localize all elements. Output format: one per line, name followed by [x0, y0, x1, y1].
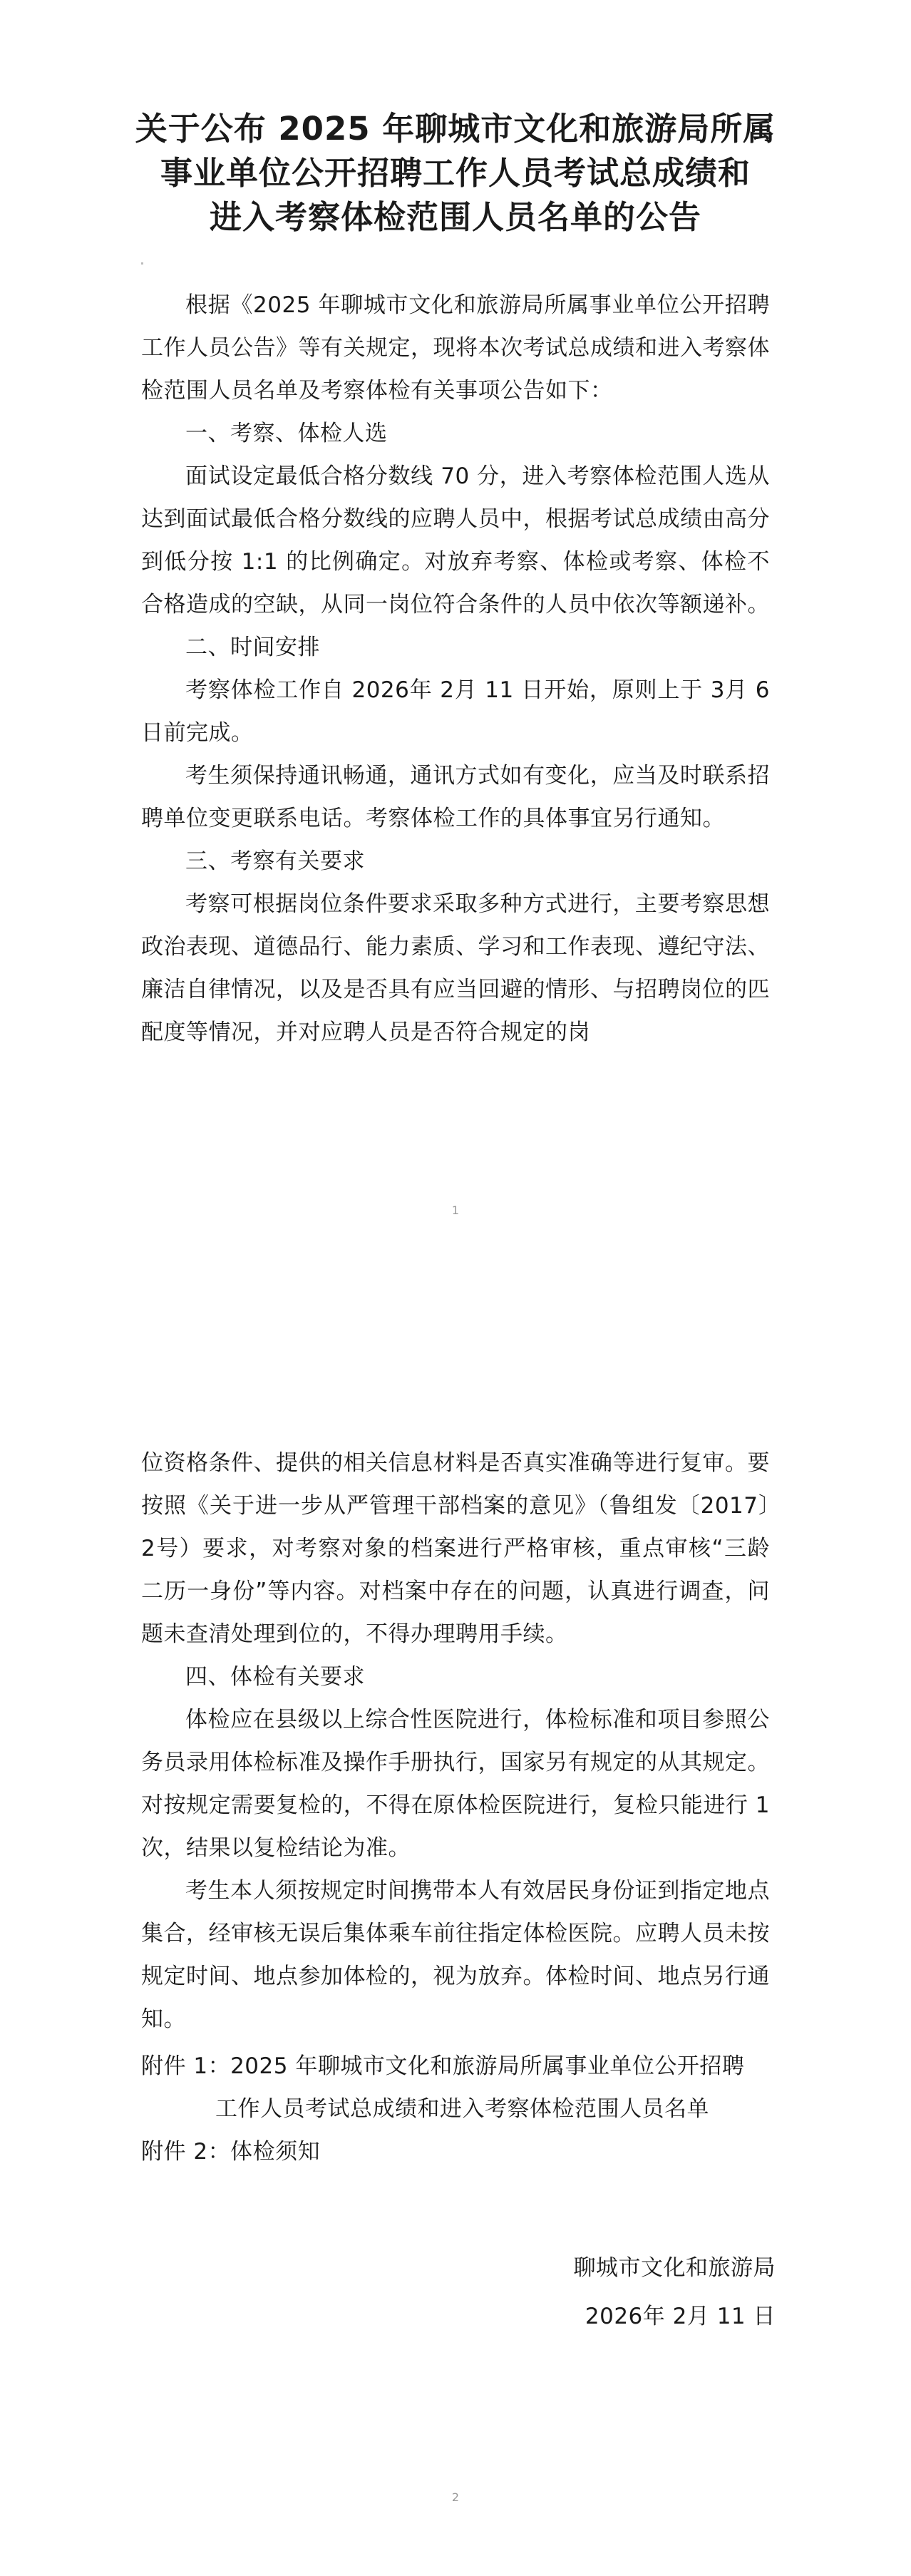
attachment-1: 附件 1：2025 年聊城市文化和旅游局所属事业单位公开招聘 — [141, 2053, 745, 2079]
body-paragraph: 考生须保持通讯畅通，通讯方式如有变化，应当及时联系招聘单位变更联系电话。考察体检工作的具体事宜另行通知。 — [141, 763, 770, 831]
issuing-organization: 聊城市文化和旅游局 — [573, 2255, 776, 2281]
body-paragraph: 考察可根据岗位条件要求采取多种方式进行，主要考察思想政治表现、道德品行、能力素质、学习和工作表现、遵纪守法、廉洁自律情况，以及是否具有应当回避的情形、与招聘岗位的匹配度等情况，并对应聘人员是否符合规定的岗 — [141, 891, 770, 1045]
continuation-paragraph: 位资格条件、提供的相关信息材料是否真实准确等进行复审。要按照《关于进一步从严管理干部档案的意见》（鲁组发〔2017〕2号）要求，对考察对象的档案进行严格审核，重点审核“三龄二历一身份”等内容。对档案中存在的问题，认真进行调查，问题未查清处理到位的，不得办理聘用手续。 — [141, 1450, 770, 1647]
body-paragraph: 考察体检工作自 2026年 2月 11 日开始，原则上于 3月 6日前完成。 — [141, 677, 770, 746]
page-number-1: 1 — [451, 1204, 460, 1217]
body-paragraph: 考生本人须按规定时间携带本人有效居民身份证到指定地点集合，经审核无误后集体乘车前往指定体检医院。应聘人员未按规定时间、地点参加体检的，视为放弃。体检时间、地点另行通知。 — [141, 1878, 770, 2032]
page-number-2: 2 — [451, 2490, 460, 2504]
title-line-2: 事业单位公开招聘工作人员考试总成绩和 — [160, 154, 751, 192]
body-paragraph: 体检应在县级以上综合性医院进行，体检标准和项目参照公务员录用体检标准及操作手册执行，国家另有规定的从其规定。对按规定需要复检的，不得在原体检医院进行，复检只能进行 1次，结果以复检结论为准。 — [141, 1707, 770, 1861]
body-paragraph: 面试设定最低合格分数线 70 分，进入考察体检范围人选从达到面试最低合格分数线的应聘人员中，根据考试总成绩由高分到低分按 1:1 的比例确定。对放弃考察、体检或考察、体检不合格造成的空缺，从同一岗位符合条件的人员中依次等额递补。 — [141, 463, 770, 617]
section-heading-2: 二、时间安排 — [185, 635, 320, 660]
page-1-body — [141, 284, 770, 1054]
intro-paragraph: 根据《2025 年聊城市文化和旅游局所属事业单位公开招聘工作人员公告》等有关规定，现将本次考试总成绩和进入考察体检范围人员名单及考察体检有关事项公告如下： — [141, 292, 770, 404]
attachment-1-continued: 工作人员考试总成绩和进入考察体检范围人员名单 — [215, 2096, 709, 2122]
section-heading-3: 三、考察有关要求 — [185, 848, 365, 874]
page-mark — [141, 262, 143, 265]
section-heading-4: 四、体检有关要求 — [185, 1664, 365, 1690]
section-heading-1: 一、考察、体检人选 — [185, 421, 388, 446]
attachments-list — [141, 2045, 783, 2173]
document-title — [107, 107, 804, 240]
issue-date: 2026年 2月 11 日 — [585, 2304, 776, 2329]
page-2-body — [141, 1442, 770, 2041]
attachment-2: 附件 2：体检须知 — [141, 2139, 321, 2165]
signature-block — [574, 2244, 776, 2341]
title-line-3: 进入考察体检范围人员名单的公告 — [209, 198, 701, 236]
title-line-1: 关于公布 2025 年聊城市文化和旅游局所属 — [135, 110, 776, 148]
